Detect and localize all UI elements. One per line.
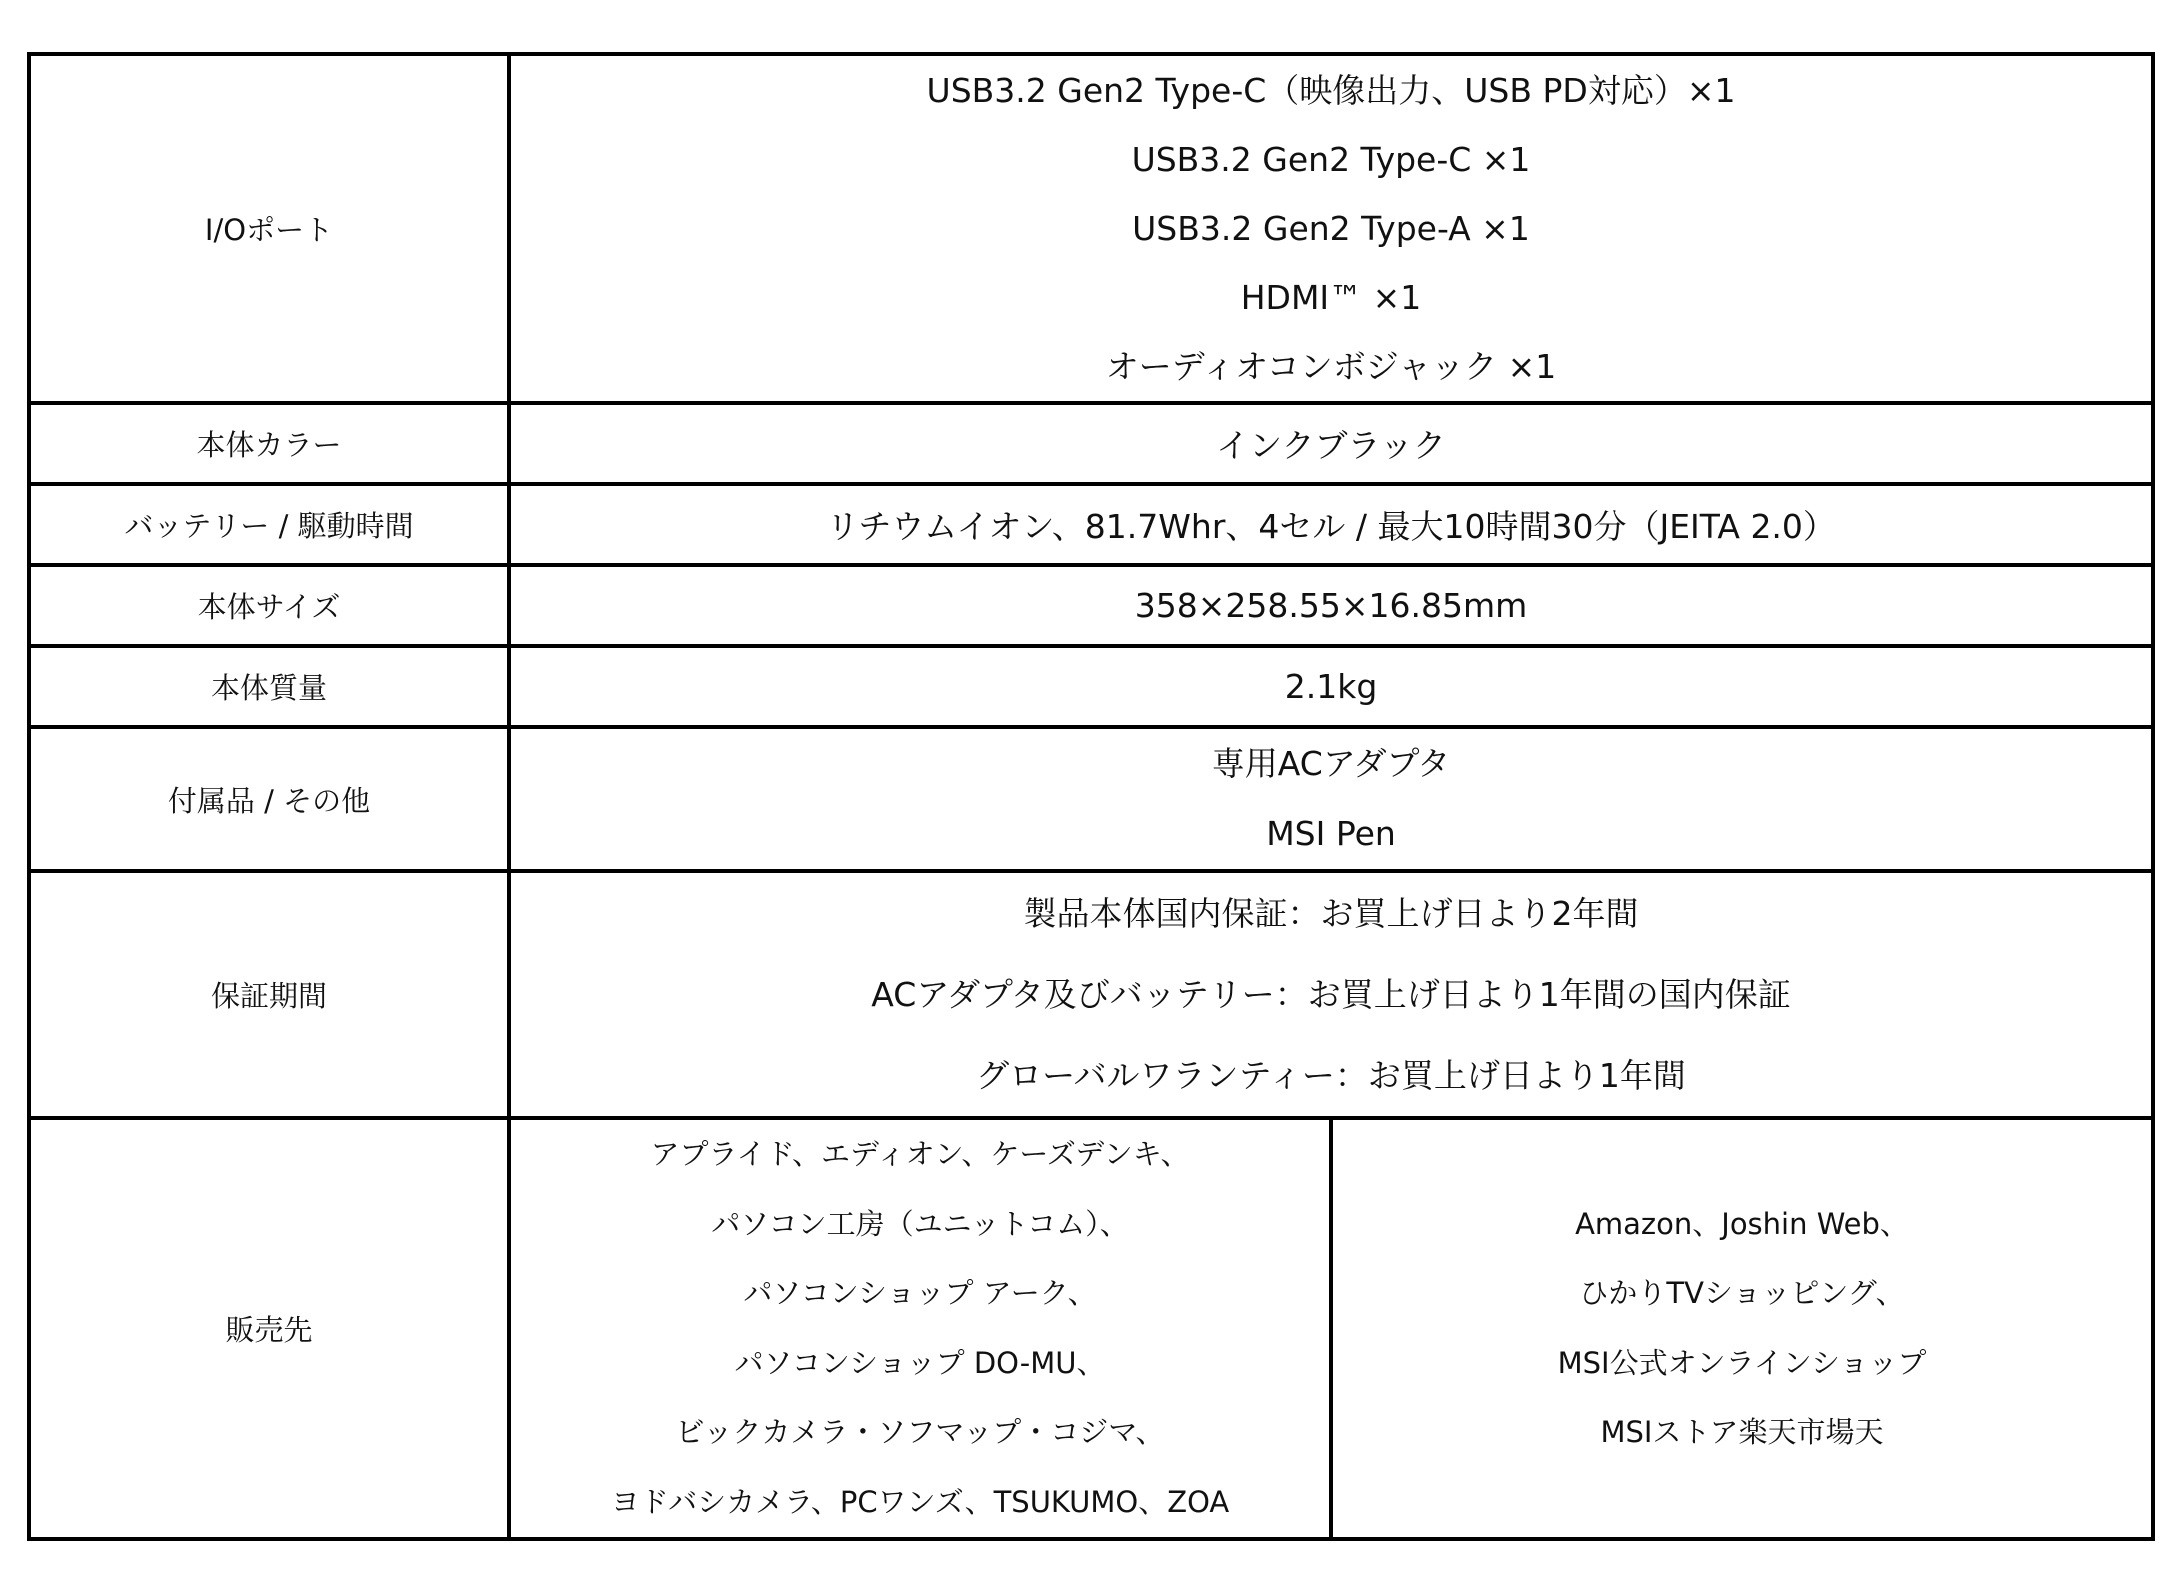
row-label-battery: バッテリー / 駆動時間 — [29, 484, 509, 565]
sellers-stores-cell — [509, 1118, 1331, 1539]
accessory-line: MSI Pen — [1266, 814, 1396, 853]
online-store-line: Amazon、Joshin Web、 — [1575, 1206, 1909, 1241]
accessory-line: 専用ACアダプタ — [1211, 744, 1451, 783]
store-line: アプライド、エディオン、ケーズデンキ、 — [650, 1137, 1190, 1171]
row-value-io-ports — [509, 54, 2153, 403]
io-port-line: USB3.2 Gen2 Type-C ×1 — [1131, 140, 1531, 179]
row-label-io-ports: I/Oポート — [29, 54, 509, 403]
sellers-online-cell — [1331, 1118, 2153, 1539]
row-value-body-weight: 2.1kg — [509, 646, 2153, 727]
online-store-line: MSIストア楽天市場天 — [1600, 1415, 1884, 1449]
row-label-warranty: 保証期間 — [29, 871, 509, 1118]
row-value-accessories — [509, 727, 2153, 871]
table-row-body-color — [29, 403, 2153, 484]
table-row-accessories — [29, 727, 2153, 871]
row-label-accessories: 付属品 / その他 — [29, 727, 509, 871]
table-row-warranty — [29, 871, 2153, 1118]
table-row-body-weight — [29, 646, 2153, 727]
store-line: ビックカメラ・ソフマップ・コジマ、 — [675, 1415, 1165, 1449]
warranty-line: 製品本体国内保証：お買上げ日より2年間 — [1023, 894, 1639, 933]
row-label-body-color: 本体カラー — [29, 403, 509, 484]
table-row-battery — [29, 484, 2153, 565]
store-line: パソコンショップ DO-MU、 — [734, 1345, 1106, 1380]
io-port-line: USB3.2 Gen2 Type-A ×1 — [1132, 209, 1530, 248]
row-label-body-weight: 本体質量 — [29, 646, 509, 727]
store-line: ヨドバシカメラ、PCワンズ、TSUKUMO、ZOA — [610, 1484, 1230, 1519]
table-row-io-ports — [29, 54, 2153, 403]
warranty-line: グローバルワランティー：お買上げ日より1年間 — [976, 1056, 1686, 1095]
online-store-line: ひかりTVショッピング、 — [1579, 1276, 1905, 1310]
row-label-sellers: 販売先 — [29, 1118, 509, 1539]
row-value-battery: リチウムイオン、81.7Whr、4セル / 最大10時間30分（JEITA 2.0） — [509, 484, 2153, 565]
online-store-line: MSI公式オンラインショップ — [1557, 1345, 1927, 1380]
row-value-warranty — [509, 871, 2153, 1118]
io-port-line: HDMI™ ×1 — [1240, 278, 1422, 317]
table-row-body-size — [29, 565, 2153, 646]
row-value-body-color: インクブラック — [509, 403, 2153, 484]
io-port-line: USB3.2 Gen2 Type-C（映像出力、USB PD対応）×1 — [926, 71, 1736, 110]
row-label-body-size: 本体サイズ — [29, 565, 509, 646]
store-line: パソコン工房（ユニットコム）、 — [711, 1206, 1129, 1241]
spec-table — [27, 52, 2155, 1541]
table-row-sellers — [29, 1118, 2153, 1539]
store-line: パソコンショップ アーク、 — [743, 1276, 1097, 1310]
warranty-line: ACアダプタ及びバッテリー：お買上げ日より1年間の国内保証 — [871, 975, 1791, 1014]
row-value-body-size: 358×258.55×16.85mm — [509, 565, 2153, 646]
io-port-line: オーディオコンボジャック ×1 — [1105, 347, 1557, 386]
